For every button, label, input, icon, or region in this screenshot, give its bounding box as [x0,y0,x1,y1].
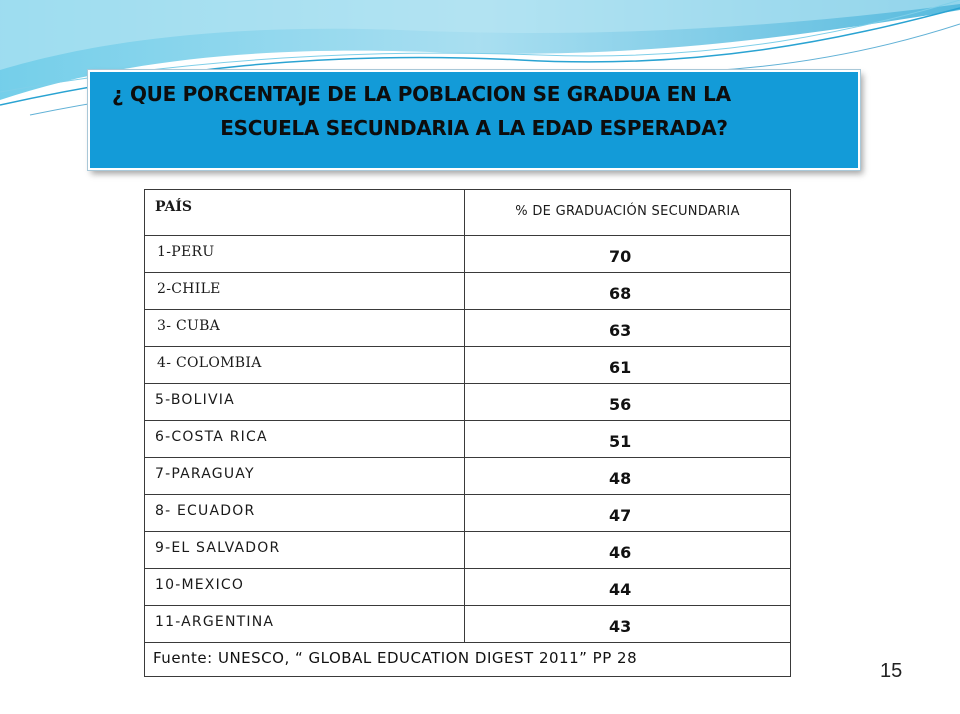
country-name: 6-COSTA RICA [155,429,268,445]
graduation-value: 48 [609,469,632,488]
country-name: 1-PERU [157,244,215,260]
country-name: 10-MEXICO [155,577,245,593]
country-name: 5-BOLIVIA [155,392,235,408]
country-name: 3- CUBA [157,318,221,334]
source-citation: Fuente: UNESCO, “ GLOBAL EDUCATION DIGEST 2011” PP 28 [153,649,638,667]
graduation-table [144,189,791,677]
country-name: 11-ARGENTINA [155,614,275,630]
header-country: PAÍS [155,199,193,215]
graduation-value: 43 [609,617,632,636]
slide-title-line1: ¿ QUE PORCENTAJE DE LA POBLACION SE GRADUA EN LA [112,82,731,106]
graduation-value: 46 [609,543,632,562]
table-row [145,606,791,643]
graduation-value: 63 [609,321,632,340]
table-row [145,273,791,310]
header-cell-percent [465,190,791,236]
graduation-value: 61 [609,358,632,377]
table-row [145,495,791,532]
table-row [145,347,791,384]
graduation-value: 70 [609,247,632,266]
graduation-value: 56 [609,395,632,414]
table-row [145,384,791,421]
graduation-value: 44 [609,580,632,599]
country-name: 7-PARAGUAY [155,466,255,482]
slide-title-line2: ESCUELA SECUNDARIA A LA EDAD ESPERADA? [220,116,728,140]
source-row [145,643,791,677]
country-name: 2-CHILE [157,281,221,297]
table-row [145,569,791,606]
title-box [88,70,860,170]
table-row [145,421,791,458]
header-cell-country [145,190,465,236]
table-row [145,236,791,273]
graduation-value: 47 [609,506,632,525]
header-percent: % DE GRADUACIÓN SECUNDARIA [515,204,740,219]
page-number: 15 [880,660,903,682]
country-name: 4- COLOMBIA [157,355,262,371]
country-name: 8- ECUADOR [155,503,256,519]
graduation-value: 51 [609,432,632,451]
table-row [145,532,791,569]
graduation-value: 68 [609,284,632,303]
country-name: 9-EL SALVADOR [155,540,281,556]
table-row [145,310,791,347]
table-header-row [145,190,791,236]
table-row [145,458,791,495]
